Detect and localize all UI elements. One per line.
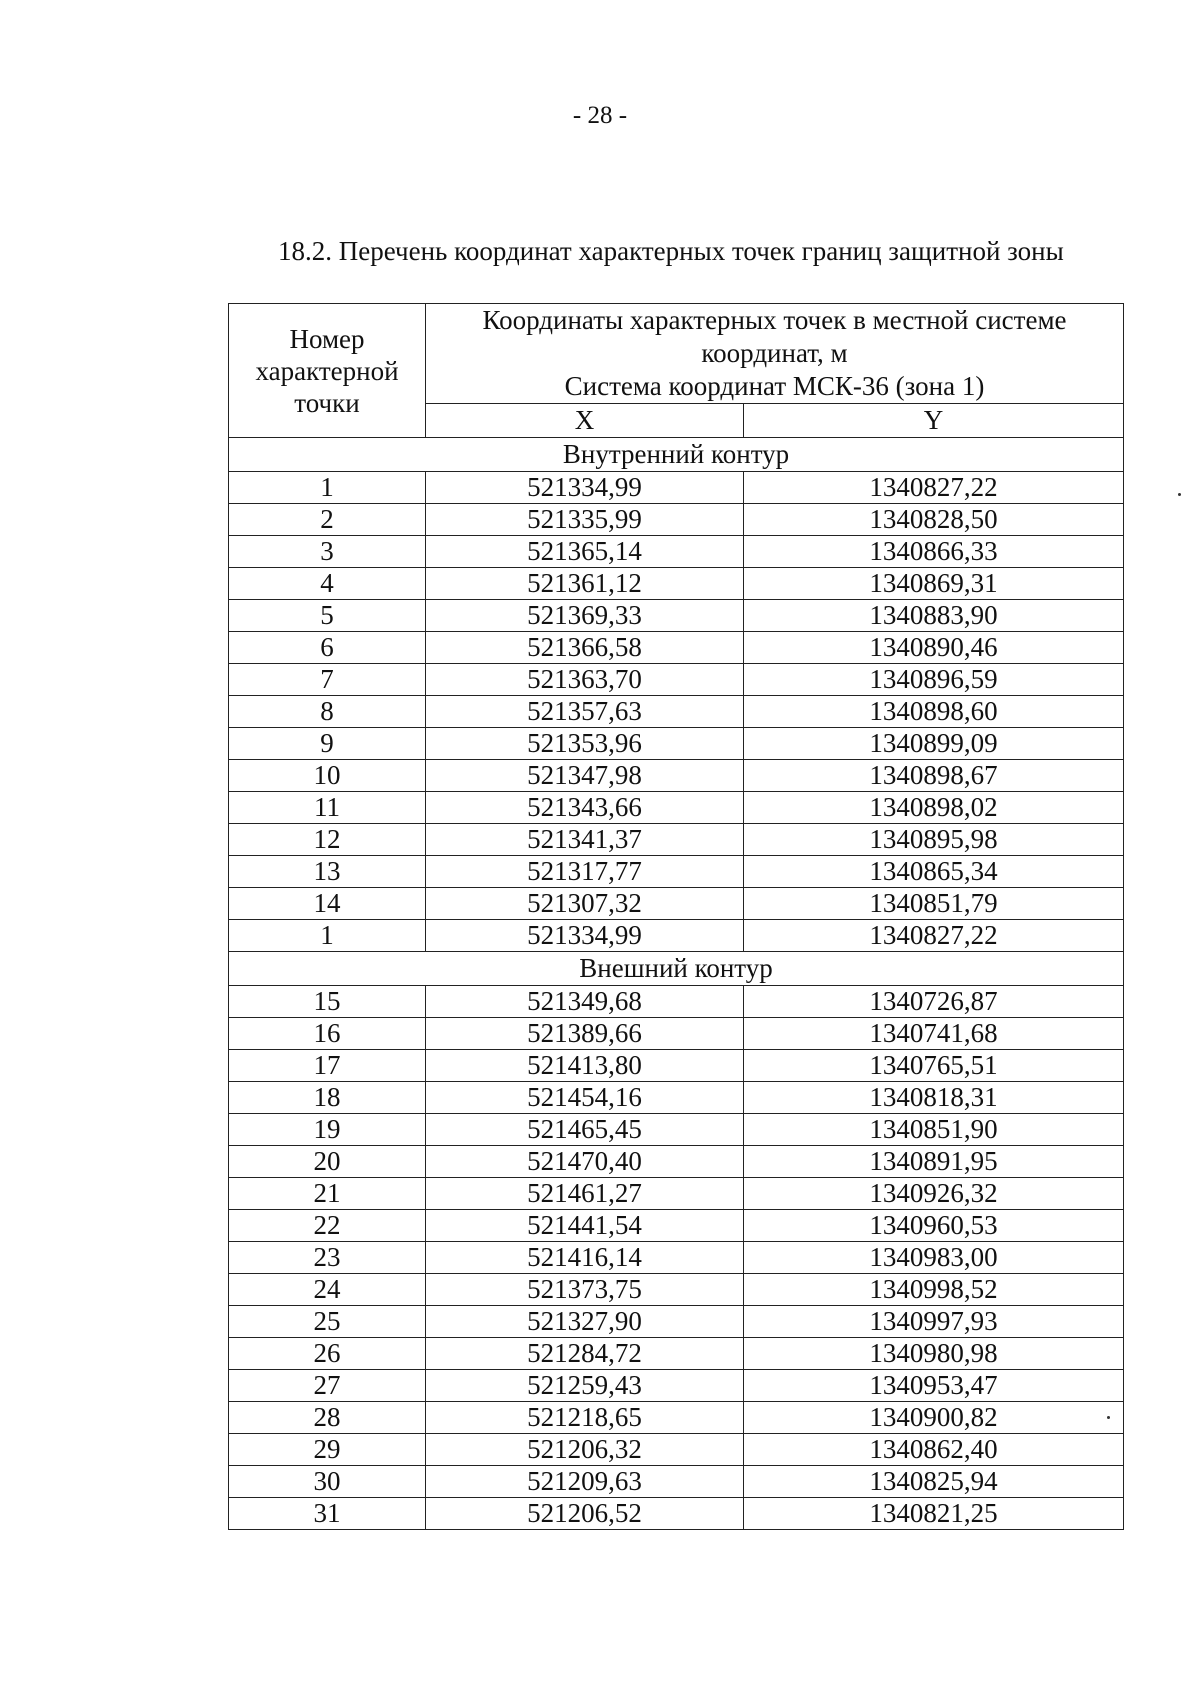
y-coordinate-cell: 1340726,87: [744, 986, 1124, 1018]
table-row: [229, 760, 1124, 792]
point-number-cell: 7: [229, 664, 426, 696]
point-number-cell: 6: [229, 632, 426, 664]
x-coordinate-cell: 521317,77: [426, 856, 744, 888]
scan-speck: [1178, 493, 1181, 496]
x-coordinate-cell: 521389,66: [426, 1018, 744, 1050]
y-coordinate-cell: 1340998,52: [744, 1274, 1124, 1306]
y-coordinate-cell: 1340825,94: [744, 1466, 1124, 1498]
point-number-cell: 25: [229, 1306, 426, 1338]
x-coordinate-cell: 521349,68: [426, 986, 744, 1018]
y-coordinate-cell: 1340765,51: [744, 1050, 1124, 1082]
point-number-cell: 28: [229, 1402, 426, 1434]
table-row: [229, 600, 1124, 632]
table-row: [229, 824, 1124, 856]
y-coordinate-cell: 1340818,31: [744, 1082, 1124, 1114]
y-coordinate-cell: 1340741,68: [744, 1018, 1124, 1050]
y-coordinate-cell: 1340891,95: [744, 1146, 1124, 1178]
table-row: [229, 1082, 1124, 1114]
table-row: [229, 568, 1124, 600]
x-coordinate-cell: 521218,65: [426, 1402, 744, 1434]
y-coordinate-cell: 1340900,82: [744, 1402, 1124, 1434]
y-coordinate-cell: 1340997,93: [744, 1306, 1124, 1338]
y-coordinate-cell: 1340898,02: [744, 792, 1124, 824]
table-row: [229, 1338, 1124, 1370]
point-number-cell: 8: [229, 696, 426, 728]
x-coordinate-cell: 521206,32: [426, 1434, 744, 1466]
x-coordinate-cell: 521327,90: [426, 1306, 744, 1338]
table-row: [229, 1370, 1124, 1402]
header-point-number-line: точки: [294, 387, 360, 418]
y-coordinate-cell: 1340851,90: [744, 1114, 1124, 1146]
header-coordinates-line: Система координат МСК-36 (зона 1): [564, 371, 985, 401]
x-coordinate-cell: 521343,66: [426, 792, 744, 824]
point-number-cell: 21: [229, 1178, 426, 1210]
x-coordinate-cell: 521259,43: [426, 1370, 744, 1402]
point-number-cell: 19: [229, 1114, 426, 1146]
table-row: [229, 1274, 1124, 1306]
x-coordinate-cell: 521357,63: [426, 696, 744, 728]
table-row: [229, 856, 1124, 888]
point-number-cell: 30: [229, 1466, 426, 1498]
y-coordinate-cell: 1340896,59: [744, 664, 1124, 696]
table-row: [229, 1210, 1124, 1242]
point-number-cell: 22: [229, 1210, 426, 1242]
scan-speck: [1107, 1416, 1110, 1419]
y-coordinate-cell: 1340980,98: [744, 1338, 1124, 1370]
point-number-cell: 18: [229, 1082, 426, 1114]
x-coordinate-cell: 521365,14: [426, 536, 744, 568]
point-number-cell: 3: [229, 536, 426, 568]
y-coordinate-cell: 1340953,47: [744, 1370, 1124, 1402]
table-body: [229, 438, 1124, 1530]
section-row-inner: [229, 438, 1124, 472]
point-number-cell: 11: [229, 792, 426, 824]
x-coordinate-cell: 521334,99: [426, 472, 744, 504]
x-coordinate-cell: 521335,99: [426, 504, 744, 536]
x-coordinate-cell: 521369,33: [426, 600, 744, 632]
x-coordinate-cell: 521206,52: [426, 1498, 744, 1530]
table-row: [229, 986, 1124, 1018]
x-coordinate-cell: 521465,45: [426, 1114, 744, 1146]
y-coordinate-cell: 1340890,46: [744, 632, 1124, 664]
x-coordinate-cell: 521341,37: [426, 824, 744, 856]
x-coordinate-cell: 521284,72: [426, 1338, 744, 1370]
table-row: [229, 632, 1124, 664]
x-coordinate-cell: 521366,58: [426, 632, 744, 664]
point-number-cell: 12: [229, 824, 426, 856]
table-row: [229, 1402, 1124, 1434]
table-row: [229, 1178, 1124, 1210]
y-coordinate-cell: 1340898,60: [744, 696, 1124, 728]
point-number-cell: 5: [229, 600, 426, 632]
point-number-cell: 2: [229, 504, 426, 536]
point-number-cell: 26: [229, 1338, 426, 1370]
section-title-outer: Внешний контур: [229, 952, 1124, 986]
x-coordinate-cell: 521334,99: [426, 920, 744, 952]
table-row: [229, 664, 1124, 696]
table-row: [229, 888, 1124, 920]
coordinates-table: [228, 303, 1124, 1530]
y-coordinate-cell: 1340895,98: [744, 824, 1124, 856]
point-number-cell: 10: [229, 760, 426, 792]
point-number-cell: 20: [229, 1146, 426, 1178]
x-coordinate-cell: 521413,80: [426, 1050, 744, 1082]
table-header: [229, 304, 1124, 438]
header-x: X: [426, 404, 744, 438]
y-coordinate-cell: 1340821,25: [744, 1498, 1124, 1530]
x-coordinate-cell: 521373,75: [426, 1274, 744, 1306]
x-coordinate-cell: 521461,27: [426, 1178, 744, 1210]
table-row: [229, 504, 1124, 536]
point-number-cell: 27: [229, 1370, 426, 1402]
header-y: Y: [744, 404, 1124, 438]
point-number-cell: 29: [229, 1434, 426, 1466]
section-title: 18.2. Перечень координат характерных точек границ защитной зоны: [278, 236, 1064, 266]
point-number-cell: 1: [229, 472, 426, 504]
y-coordinate-cell: 1340960,53: [744, 1210, 1124, 1242]
table-row: [229, 536, 1124, 568]
y-coordinate-cell: 1340883,90: [744, 600, 1124, 632]
header-point-number-line: Номер: [289, 323, 365, 354]
point-number-cell: 31: [229, 1498, 426, 1530]
table-row: [229, 1242, 1124, 1274]
header-coordinates: [426, 304, 1124, 404]
y-coordinate-cell: 1340851,79: [744, 888, 1124, 920]
point-number-cell: 24: [229, 1274, 426, 1306]
x-coordinate-cell: 521353,96: [426, 728, 744, 760]
section-title-inner: Внутренний контур: [229, 438, 1124, 472]
point-number-cell: 13: [229, 856, 426, 888]
table-row: [229, 728, 1124, 760]
section-row-outer: [229, 952, 1124, 986]
table-row: [229, 920, 1124, 952]
y-coordinate-cell: 1340899,09: [744, 728, 1124, 760]
y-coordinate-cell: 1340865,34: [744, 856, 1124, 888]
y-coordinate-cell: 1340983,00: [744, 1242, 1124, 1274]
x-coordinate-cell: 521361,12: [426, 568, 744, 600]
table-row: [229, 1466, 1124, 1498]
point-number-cell: 1: [229, 920, 426, 952]
x-coordinate-cell: 521307,32: [426, 888, 744, 920]
table-row: [229, 792, 1124, 824]
point-number-cell: 17: [229, 1050, 426, 1082]
y-coordinate-cell: 1340827,22: [744, 472, 1124, 504]
point-number-cell: 23: [229, 1242, 426, 1274]
table-row: [229, 696, 1124, 728]
y-coordinate-cell: 1340827,22: [744, 920, 1124, 952]
table-row: [229, 1306, 1124, 1338]
point-number-cell: 4: [229, 568, 426, 600]
header-point-number-line: характерной: [255, 355, 399, 386]
x-coordinate-cell: 521347,98: [426, 760, 744, 792]
table-row: [229, 1434, 1124, 1466]
table-row: [229, 472, 1124, 504]
point-number-cell: 16: [229, 1018, 426, 1050]
header-point-number: [229, 304, 426, 438]
header-coordinates-line: Координаты характерных точек в местной системе: [482, 305, 1067, 335]
table-row: [229, 1498, 1124, 1530]
table-row: [229, 1050, 1124, 1082]
y-coordinate-cell: 1340862,40: [744, 1434, 1124, 1466]
table-row: [229, 1114, 1124, 1146]
x-coordinate-cell: 521454,16: [426, 1082, 744, 1114]
y-coordinate-cell: 1340926,32: [744, 1178, 1124, 1210]
x-coordinate-cell: 521363,70: [426, 664, 744, 696]
table-row: [229, 1018, 1124, 1050]
point-number-cell: 9: [229, 728, 426, 760]
point-number-cell: 15: [229, 986, 426, 1018]
x-coordinate-cell: 521416,14: [426, 1242, 744, 1274]
y-coordinate-cell: 1340866,33: [744, 536, 1124, 568]
table-row: [229, 1146, 1124, 1178]
x-coordinate-cell: 521209,63: [426, 1466, 744, 1498]
y-coordinate-cell: 1340898,67: [744, 760, 1124, 792]
point-number-cell: 14: [229, 888, 426, 920]
page-number: - 28 -: [572, 102, 628, 129]
x-coordinate-cell: 521470,40: [426, 1146, 744, 1178]
y-coordinate-cell: 1340828,50: [744, 504, 1124, 536]
x-coordinate-cell: 521441,54: [426, 1210, 744, 1242]
y-coordinate-cell: 1340869,31: [744, 568, 1124, 600]
header-coordinates-line: координат, м: [701, 338, 848, 368]
